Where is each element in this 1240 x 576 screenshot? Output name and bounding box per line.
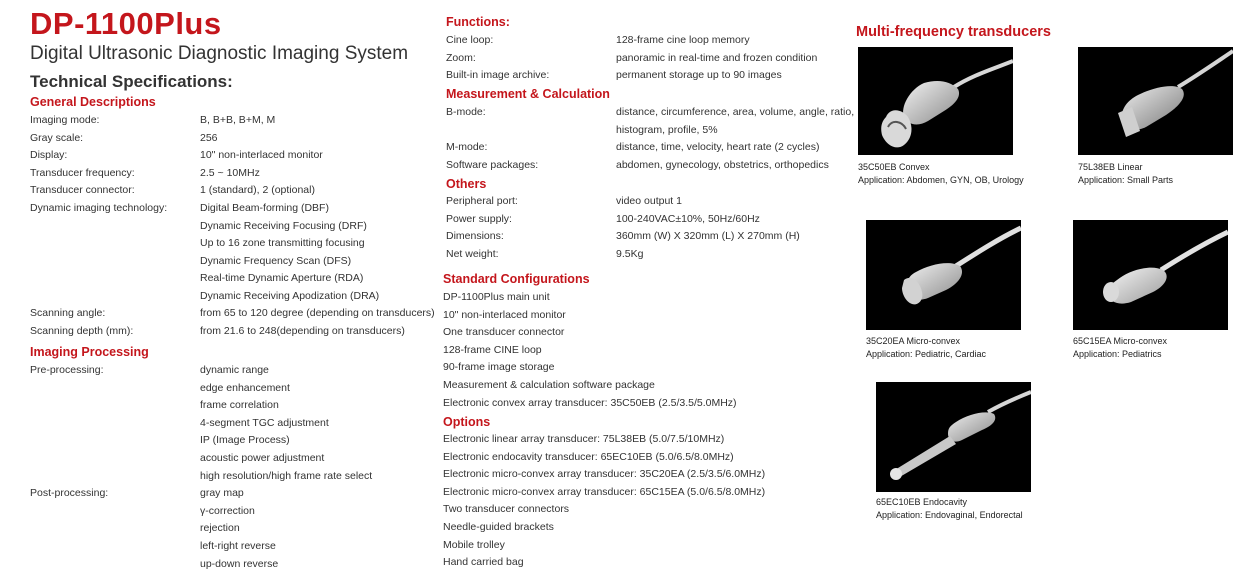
spec-label: Scanning angle: — [30, 307, 106, 319]
transducer-application: Application: Endovaginal, Endorectal — [876, 510, 1023, 520]
functions-heading: Functions: — [446, 15, 510, 29]
spec-label: Peripheral port: — [446, 195, 518, 207]
spec-label: Display: — [30, 149, 68, 162]
list-item: Hand carried bag — [443, 556, 524, 569]
spec-label: Pre-processing: — [30, 364, 104, 376]
scan-values — [200, 305, 435, 340]
spec-value: 1 (standard), 2 (optional) — [200, 184, 315, 197]
spec-label: Dynamic imaging technology: — [30, 201, 168, 214]
list-item: Measurement & calculation software package — [443, 378, 655, 391]
transducer-application: Application: Pediatric, Cardiac — [866, 349, 987, 359]
transducer-name: 35C50EB Convex — [858, 162, 930, 172]
pre-processing-list — [200, 362, 372, 573]
spec-value: Dynamic Receiving Focusing (DRF) — [200, 219, 367, 232]
spec-label: B-mode: — [446, 106, 486, 118]
spec-label: Cine loop: — [446, 34, 494, 46]
pre-processing-label-col — [30, 362, 104, 380]
transducer-name: 75L38EB Linear — [1078, 162, 1143, 172]
spec-value: 9.5Kg — [616, 247, 644, 260]
list-item: One transducer connector — [443, 326, 565, 339]
measurement-values — [616, 104, 854, 174]
spec-value: Dynamic Frequency Scan (DFS) — [200, 254, 352, 267]
transducer-convex-photo — [858, 47, 1013, 155]
standard-configurations-heading: Standard Configurations — [443, 272, 590, 286]
spec-value: Digital Beam-forming (DBF) — [200, 201, 329, 214]
list-item: up-down reverse — [200, 557, 279, 570]
spec-value: 128-frame cine loop memory — [616, 34, 750, 46]
tech-spec-heading: Technical Specifications: — [30, 72, 233, 91]
transducer-application: Application: Pediatrics — [1073, 349, 1162, 359]
transducer-name: 65C15EA Micro-convex — [1073, 336, 1168, 346]
product-title: DP-1100Plus — [30, 6, 222, 41]
list-item: high resolution/high frame rate select — [200, 469, 373, 482]
list-item: edge enhancement — [200, 381, 290, 394]
spec-label: Dimensions: — [446, 230, 504, 243]
spec-value: panoramic in real-time and frozen condition — [616, 51, 818, 64]
spec-value: histogram, profile, 5% — [616, 123, 718, 136]
spec-label: Zoom: — [446, 51, 476, 64]
spec-value: distance, circumference, area, volume, angle, ratio, — [616, 106, 855, 118]
list-item: Electronic endocavity transducer: 65EC10EB (5.0/6.5/8.0MHz) — [443, 450, 734, 463]
list-item: IP (Image Process) — [200, 434, 290, 447]
others-labels — [446, 193, 518, 263]
transducer-endocavity-photo — [876, 382, 1031, 492]
spec-value: Real-time Dynamic Aperture (RDA) — [200, 272, 364, 285]
spec-value: Dynamic Receiving Apodization (DRA) — [200, 289, 380, 302]
microconvex-probe-icon — [1073, 220, 1228, 330]
spec-value: from 21.6 to 248(depending on transducers) — [200, 324, 405, 337]
transducer-endocavity-caption — [876, 496, 1023, 522]
transducer-name: 65EC10EB Endocavity — [876, 497, 968, 507]
spec-value: 2.5 ~ 10MHz — [200, 166, 260, 179]
list-item: DP-1100Plus main unit — [443, 291, 550, 303]
measurement-heading: Measurement & Calculation — [446, 87, 610, 101]
measurement-labels — [446, 104, 538, 174]
general-labels — [30, 112, 167, 218]
spec-value: abdomen, gynecology, obstetrics, orthopedics — [616, 158, 829, 171]
spec-label: Imaging mode: — [30, 114, 100, 126]
spec-value: 256 — [200, 131, 218, 144]
list-item: γ-correction — [200, 504, 255, 517]
list-item: Electronic micro-convex array transducer: 35C20EA (2.5/3.5/6.0MHz) — [443, 468, 766, 481]
transducer-application: Application: Abdomen, GYN, OB, Urology — [858, 175, 1024, 185]
spec-value: permanent storage up to 90 images — [616, 69, 782, 82]
transducers-heading: Multi-frequency transducers — [856, 24, 1051, 40]
post-processing-label-col — [30, 485, 108, 503]
transducer-microconvex-35c20ea-caption — [866, 335, 986, 361]
product-subtitle: Digital Ultrasonic Diagnostic Imaging System — [30, 43, 409, 64]
spec-label: Built-in image archive: — [446, 69, 550, 82]
spec-value: 10" non-interlaced monitor — [200, 149, 323, 162]
transducer-microconvex-35c20ea-photo — [866, 220, 1021, 330]
options-list — [443, 431, 765, 572]
spec-value: B, B+B, B+M, M — [200, 114, 276, 126]
list-item: Electronic linear array transducer: 75L38EB (5.0/7.5/10MHz) — [443, 433, 725, 445]
spec-label: Scanning depth (mm): — [30, 324, 134, 337]
list-item: 10" non-interlaced monitor — [443, 308, 566, 321]
standard-configurations-list — [443, 289, 737, 412]
list-item: gray map — [200, 487, 244, 500]
imaging-processing-heading: Imaging Processing — [30, 345, 149, 359]
transducer-linear-caption — [1078, 161, 1173, 187]
list-item: left-right reverse — [200, 539, 276, 552]
general-descriptions-heading: General Descriptions — [30, 95, 156, 109]
spec-value: Up to 16 zone transmitting focusing — [200, 237, 365, 250]
spec-value: video output 1 — [616, 195, 682, 207]
list-item: dynamic range — [200, 364, 269, 376]
list-item: frame correlation — [200, 399, 279, 412]
spec-value: 100-240VAC±10%, 50Hz/60Hz — [616, 212, 760, 225]
options-heading: Options — [443, 415, 491, 429]
transducer-convex-caption — [858, 161, 1024, 187]
spec-label: Transducer connector: — [30, 184, 135, 197]
transducer-linear-photo — [1078, 47, 1233, 155]
spec-value: distance, time, velocity, heart rate (2 cycles) — [616, 141, 820, 154]
others-heading: Others — [446, 177, 487, 191]
transducer-microconvex-65c15ea-caption — [1073, 335, 1167, 361]
spec-label: Net weight: — [446, 247, 499, 260]
list-item: Electronic convex array transducer: 35C50EB (2.5/3.5/5.0MHz) — [443, 396, 737, 409]
list-item: Two transducer connectors — [443, 503, 570, 516]
list-item: 128-frame CINE loop — [443, 343, 542, 356]
general-values — [200, 112, 379, 306]
list-item: Mobile trolley — [443, 538, 505, 551]
transducer-microconvex-65c15ea-photo — [1073, 220, 1228, 330]
spec-label: Power supply: — [446, 212, 512, 225]
list-item: Electronic micro-convex array transducer: 65C15EA (5.0/6.5/8.0MHz) — [443, 485, 766, 498]
others-values — [616, 193, 800, 263]
list-item: Needle-guided brackets — [443, 520, 554, 533]
endocavity-probe-icon — [876, 382, 1031, 492]
linear-probe-icon — [1078, 47, 1233, 155]
spec-label: Transducer frequency: — [30, 166, 135, 179]
spec-label: Software packages: — [446, 158, 539, 171]
functions-values — [616, 32, 817, 85]
transducer-name: 35C20EA Micro-convex — [866, 336, 961, 346]
list-item: 90-frame image storage — [443, 361, 555, 374]
list-item: rejection — [200, 522, 240, 535]
spec-value: from 65 to 120 degree (depending on transducers) — [200, 307, 435, 319]
scan-labels — [30, 305, 133, 340]
list-item: 4-segment TGC adjustment — [200, 416, 329, 429]
list-item: acoustic power adjustment — [200, 451, 325, 464]
spec-value: 360mm (W) X 320mm (L) X 270mm (H) — [616, 230, 800, 243]
spec-label: Post-processing: — [30, 487, 109, 499]
spec-label: M-mode: — [446, 141, 488, 154]
spec-label: Gray scale: — [30, 131, 84, 144]
transducer-application: Application: Small Parts — [1078, 175, 1174, 185]
functions-labels — [446, 32, 549, 85]
microconvex-probe-icon — [866, 220, 1021, 330]
convex-probe-icon — [858, 47, 1013, 155]
